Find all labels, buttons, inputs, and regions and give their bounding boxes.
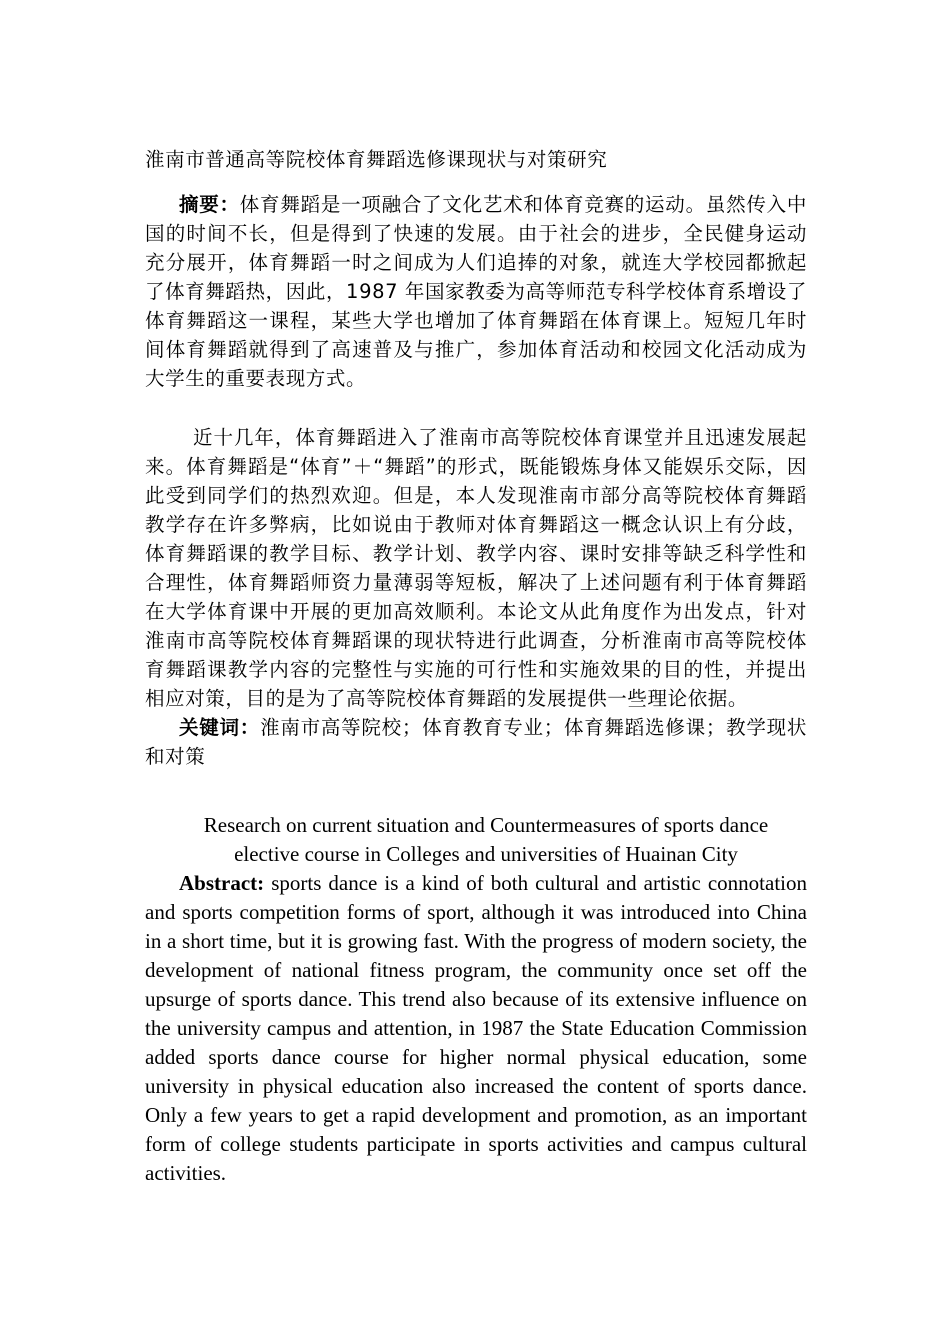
english-title bbox=[145, 811, 807, 869]
chinese-body-paragraph: 近十几年，体育舞蹈进入了淮南市高等院校体育课堂并且迅速发展起来。体育舞蹈是“体育”＋“舞蹈”的形式，既能锻炼身体又能娱乐交际，因此受到同学们的热烈欢迎。但是，本人发现淮南市部分高等院校体育舞蹈教学存在许多弊病，比如说由于教师对体育舞蹈这一概念认识上有分歧，体育舞蹈课的教学目标、教学计划、教学内容、课时安排等缺乏科学性和合理性，体育舞蹈师资力量薄弱等短板，解决了上述问题有利于体育舞蹈在大学体育课中开展的更加高效顺利。本论文从此角度作为出发点，针对淮南市高等院校体育舞蹈课的现状特进行此调查，分析淮南市高等院校体育舞蹈课教学内容的完整性与实施的可行性和实施效果的目的性，并提出相应对策，目的是为了高等院校体育舞蹈的发展提供一些理论依据。 bbox=[145, 426, 807, 710]
english-title-line-1: Research on current situation and Countermeasures of sports dance bbox=[203, 813, 769, 837]
chinese-title: 淮南市普通高等院校体育舞蹈选修课现状与对策研究 bbox=[145, 148, 608, 171]
english-abstract-text: sports dance is a kind of both cultural and artistic connotation and sports competition forms of sport, although it was introduced into China in a short time, but it is growing fast. With the progress of modern society, the development of national fitness program, the community once set off the upsurge of sports dance. This trend also because of its extensive influence on the university campus and attention, in 1987 the State Education Commission added sports dance course for higher normal physical education, some university in physical education also increased the content of sports dance. Only a few years to get a rapid development and promotion, as an important form of college students participate in sports activities and campus cultural activities. bbox=[145, 871, 808, 1185]
chinese-keywords-label: 关键词： bbox=[179, 716, 261, 739]
english-abstract-label: Abstract: bbox=[179, 871, 265, 895]
chinese-keywords-text: 淮南市高等院校；体育教育专业；体育舞蹈选修课；教学现状和对策 bbox=[145, 716, 808, 768]
english-title-line-2: elective course in Colleges and universities of Huainan City bbox=[234, 842, 738, 866]
document-page bbox=[145, 140, 807, 1188]
chinese-abstract-text: 体育舞蹈是一项融合了文化艺术和体育竞赛的运动。虽然传入中国的时间不长，但是得到了快速的发展。由于社会的进步，全民健身运动充分展开，体育舞蹈一时之间成为人们追捧的对象，就连大学校园都掀起了体育舞蹈热，因此，1987 年国家教委为高等师范专科学校体育系增设了体育舞蹈这一课程，某些大学也增加了体育舞蹈在体育课上。短短几年时间体育舞蹈就得到了高速普及与推广，参加体育活动和校园文化活动成为大学生的重要表现方式。 bbox=[145, 193, 807, 390]
chinese-abstract bbox=[145, 190, 807, 393]
paragraph-gap bbox=[145, 393, 807, 423]
english-abstract bbox=[145, 869, 807, 1188]
chinese-abstract-label: 摘要： bbox=[179, 193, 240, 216]
chinese-keywords bbox=[145, 713, 807, 771]
